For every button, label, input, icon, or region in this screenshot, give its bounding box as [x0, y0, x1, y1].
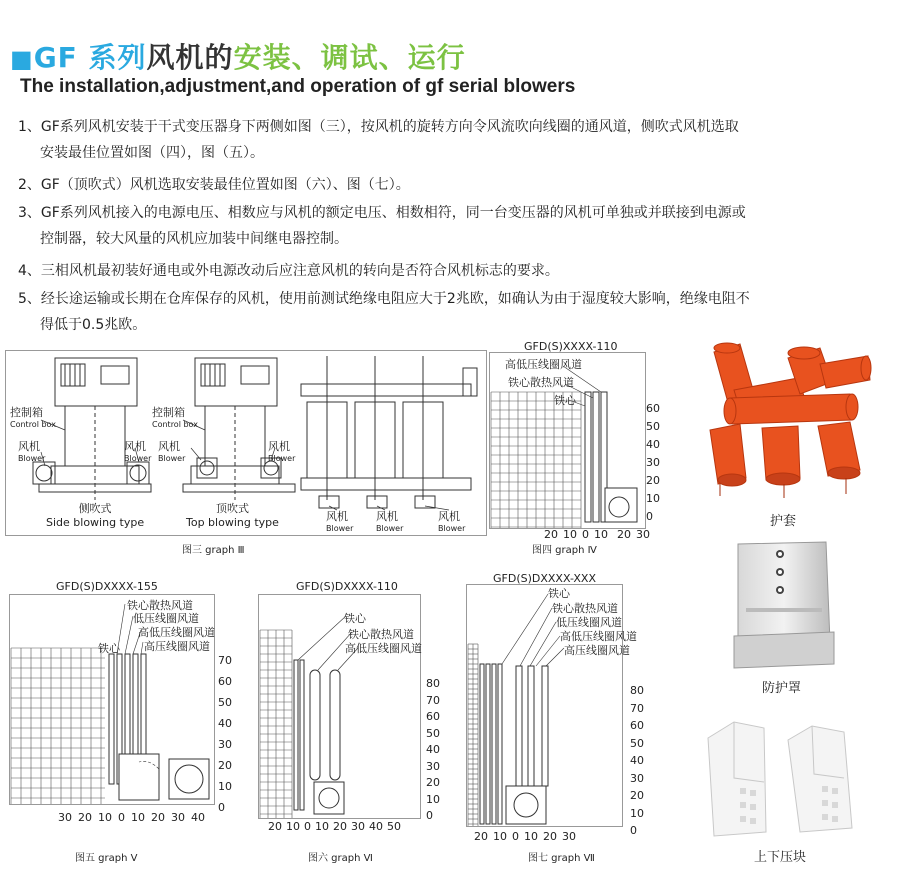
fig3-caption: 图三 graph Ⅲ — [182, 545, 245, 556]
fig7-ytick: 60 — [630, 719, 644, 732]
fig4-xtick: 30 — [636, 528, 650, 541]
item-3-line2: 控制器，较大风量的风机应加装中间继电器控制。 — [40, 231, 348, 247]
fig3-side-cn: 侧吹式 — [78, 502, 112, 515]
fig4-xtick: 10 — [563, 528, 577, 541]
pressing-block-product-image — [704, 718, 870, 840]
fig5-xtick: 30 — [171, 811, 185, 824]
fig5-xtick: 30 — [58, 811, 72, 824]
fig3-side-label — [46, 500, 144, 529]
fig6-xtick: 10 — [286, 820, 300, 833]
fig3-control-box-cn-left: 控制箱 — [10, 406, 43, 419]
fig6-ytick: 60 — [426, 710, 440, 723]
item-2-line1: 2、GF（顶吹式）风机选取安装最佳位置如图（六）、图（七）。 — [18, 177, 410, 193]
fig6-xtick: 10 — [315, 820, 329, 833]
fig7-xtick: 20 — [474, 830, 488, 843]
fig5-ytick: 40 — [218, 717, 232, 730]
fig7-ytick: 40 — [630, 754, 644, 767]
fig4-caption: 图四 graph Ⅳ — [532, 545, 597, 556]
fig3-blower-a — [18, 438, 45, 463]
fig6-ytick: 40 — [426, 743, 440, 756]
fig5-x-axis — [58, 811, 205, 824]
fig5-caption: 图五 graph Ⅴ — [75, 853, 138, 864]
fig5-ytick: 30 — [218, 738, 232, 751]
fig7-model: GFD(S)DXXXX-XXX — [493, 572, 596, 585]
title-rest: 安装、调试、运行 — [233, 41, 466, 74]
title-square-icon: ■ — [10, 45, 34, 73]
fig7-xtick: 0 — [512, 830, 519, 843]
fig5-core: 铁心 — [98, 642, 120, 655]
fig7-x-axis — [474, 830, 576, 843]
fig4-ytick: 60 — [646, 402, 660, 415]
fig5-xtick: 10 — [131, 811, 145, 824]
fig7-ytick: 70 — [630, 701, 644, 715]
fig6-ytick: 20 — [426, 776, 440, 789]
fig6-xtick: 0 — [304, 820, 311, 833]
fig4-ytick: 0 — [646, 510, 653, 523]
fig7-ytick: 10 — [630, 806, 644, 820]
fig3-blower-b — [124, 438, 151, 463]
fig4-xtick: 20 — [544, 528, 558, 541]
fig6-ytick: 10 — [426, 792, 440, 806]
fig7-ytick: 0 — [630, 824, 637, 837]
fig3-blower-g-cn: 风机 — [438, 510, 460, 523]
fig5-ytick: 50 — [218, 696, 232, 709]
fig3-blower-b-cn: 风机 — [124, 440, 146, 453]
fig3-blower-a-en: Blower — [18, 454, 46, 463]
page-title — [10, 36, 466, 76]
fig4-ytick: 50 — [646, 420, 660, 433]
title-middle: 风机的 — [146, 41, 234, 74]
fig6-x-axis — [268, 820, 401, 833]
fig4-l3: 铁心 — [554, 394, 576, 407]
fig4-y-axis — [646, 402, 660, 528]
fig7-ytick: 20 — [630, 789, 644, 802]
fig3-blower-f-cn: 风机 — [376, 510, 398, 523]
fig3-blower-f — [376, 508, 403, 533]
fig6-ytick: 80 — [426, 677, 440, 690]
fig7-l2: 铁心散热风道 — [552, 602, 618, 615]
fig7-l3: 低压线圈风道 — [556, 616, 622, 629]
fig7-xtick: 10 — [493, 830, 507, 843]
fig3-blower-d — [268, 438, 295, 463]
fig5-xtick: 20 — [151, 811, 165, 824]
fig6-l1: 铁心 — [344, 612, 366, 625]
fig3-blower-g-en: Blower — [438, 524, 466, 533]
fig3-blower-g — [438, 508, 465, 533]
fig3-blower-d-en: Blower — [268, 454, 296, 463]
fig6-xtick: 20 — [333, 820, 347, 833]
fig3-blower-b-en: Blower — [124, 454, 152, 463]
product-cover-label: 防护罩 — [762, 681, 802, 696]
instruction-item-2 — [18, 172, 410, 198]
instruction-item-5 — [18, 286, 750, 338]
fig3-control-box-cn-mid: 控制箱 — [152, 406, 185, 419]
fig7-xtick: 30 — [562, 830, 576, 843]
fig3-control-box-left — [10, 404, 56, 429]
fig7-ytick: 80 — [630, 684, 644, 697]
fig6-model: GFD(S)DXXXX-110 — [296, 580, 398, 593]
product-sheath-label: 护套 — [770, 514, 797, 529]
fig4-l2: 铁心散热风道 — [508, 376, 574, 389]
fig4-l1: 高低压线圈风道 — [505, 358, 582, 371]
fig7-xtick: 10 — [524, 830, 538, 843]
fig3-top-en: Top blowing type — [186, 516, 279, 529]
fig3-blower-a-cn: 风机 — [18, 440, 40, 453]
fig7-ytick: 50 — [630, 736, 644, 750]
fig4-x-axis — [544, 528, 650, 541]
fig4-ytick: 40 — [646, 438, 660, 451]
fig7-l1: 铁心 — [548, 587, 570, 600]
fig5-ytick: 20 — [218, 759, 232, 772]
fig4-ytick: 10 — [646, 492, 660, 505]
fig6-ytick: 50 — [426, 726, 440, 740]
fig6-l3: 高低压线圈风道 — [345, 642, 422, 655]
cover-product-image — [726, 540, 840, 670]
page-subtitle: The installation,adjustment,and operation of gf serial blowers — [20, 76, 576, 97]
fig5-xtick: 0 — [118, 811, 125, 824]
fig4-xtick: 10 — [594, 528, 608, 541]
item-4-line1: 4、三相风机最初装好通电或外电源改动后应注意风机的转向是否符合风机标志的要求。 — [18, 263, 559, 279]
instruction-item-3 — [18, 200, 746, 252]
fig6-caption: 图六 graph Ⅵ — [308, 853, 373, 864]
item-1-line2: 安装最佳位置如图（四），图（五）。 — [40, 145, 264, 161]
fig6-ytick: 70 — [426, 693, 440, 707]
fig6-xtick: 50 — [387, 820, 401, 833]
fig4-ytick: 30 — [646, 456, 660, 469]
item-1-line1: 1、GF系列风机安装于干式变压器身下两侧如图（三），按风机的旋转方向令风流吹向线圈的通风道，侧吹式风机选取 — [18, 119, 739, 135]
fig6-ytick: 0 — [426, 809, 433, 822]
fig3-control-box-en-mid: Control box — [152, 420, 198, 429]
fig5-xtick: 40 — [191, 811, 205, 824]
fig5-ytick: 10 — [218, 780, 232, 793]
fig6-y-axis — [426, 677, 440, 826]
fig7-caption: 图七 graph Ⅶ — [528, 853, 595, 864]
fig4-model: GFD(S)XXXX-110 — [524, 340, 618, 353]
product-block-label: 上下压块 — [754, 850, 807, 865]
fig5-l1: 铁心散热风道 — [127, 599, 193, 612]
fig3-side-en: Side blowing type — [46, 516, 145, 529]
fig3-blower-d-cn: 风机 — [268, 440, 290, 453]
fig5-l3: 高低压线圈风道 — [138, 626, 215, 639]
fig3-control-box-en-left: Control box — [10, 420, 56, 429]
fig3-blower-c-cn: 风机 — [158, 440, 180, 453]
fig3-control-box-mid — [152, 404, 198, 429]
fig6-xtick: 20 — [268, 820, 282, 833]
fig3-top-cn: 顶吹式 — [215, 502, 249, 515]
fig3-blower-c-en: Blower — [158, 454, 186, 463]
fig6-xtick: 30 — [351, 820, 365, 833]
fig7-l5: 高压线圈风道 — [564, 644, 630, 657]
sheath-product-image — [700, 338, 875, 503]
fig4-xtick: 0 — [582, 528, 589, 541]
fig3-blower-e-cn: 风机 — [326, 510, 348, 523]
item-3-line1: 3、GF系列风机接入的电源电压、相数应与风机的额定电压、相数相符，同一台变压器的风机可单独或并联接到电源或 — [18, 205, 746, 221]
fig5-l2: 低压线圈风道 — [133, 612, 199, 625]
fig7-l4: 高低压线圈风道 — [560, 630, 637, 643]
fig5-model: GFD(S)DXXXX-155 — [56, 580, 158, 593]
fig3-blower-f-en: Blower — [376, 524, 404, 533]
fig3-top-label — [186, 500, 279, 529]
fig5-xtick: 10 — [98, 811, 112, 824]
fig5-y-axis — [218, 654, 232, 822]
fig3-blower-e-en: Blower — [326, 524, 354, 533]
fig5-l4: 高压线圈风道 — [144, 640, 210, 653]
fig6-ytick: 30 — [426, 759, 440, 773]
fig6-l2: 铁心散热风道 — [348, 628, 414, 641]
title-brand: GF 系列 — [33, 41, 147, 74]
fig4-ytick: 20 — [646, 474, 660, 487]
item-5-line1: 5、经长途运输或长期在仓库保存的风机，使用前测试绝缘电阻应大于2兆欧，如确认为由于湿度较大影响，绝缘电阻不 — [18, 291, 750, 307]
instruction-item-1 — [18, 114, 739, 166]
fig3-blower-c — [158, 438, 185, 463]
fig3-blower-e — [326, 508, 353, 533]
instruction-item-4 — [18, 258, 559, 284]
item-5-line2: 得低于0.5兆欧。 — [40, 317, 147, 333]
fig5-ytick: 70 — [218, 654, 232, 667]
fig5-ytick: 60 — [218, 675, 232, 688]
fig4-xtick: 20 — [617, 528, 631, 541]
fig5-xtick: 20 — [78, 811, 92, 824]
fig5-ytick: 0 — [218, 801, 225, 814]
fig6-xtick: 40 — [369, 820, 383, 833]
fig7-y-axis — [630, 684, 644, 842]
fig7-ytick: 30 — [630, 771, 644, 785]
fig7-xtick: 20 — [543, 830, 557, 843]
